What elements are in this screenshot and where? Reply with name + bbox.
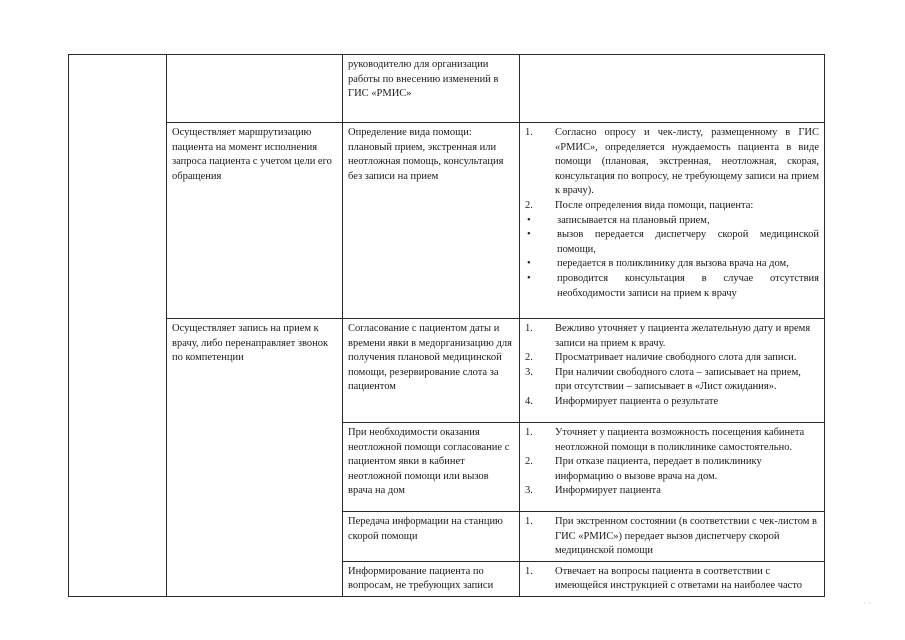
list-item: 1. При экстренном состоянии (в соответствии с чек-листом в ГИС «РМИС») передает вызов диспетчеру скорой медицинской помощи <box>525 516 818 557</box>
table-cell-action: Передача информации на станцию скорой помощи <box>343 512 520 562</box>
table-cell-content <box>520 55 825 123</box>
list-item: 3. Информирует пациента <box>525 485 661 497</box>
list-item: 1. Согласно опросу и чек-листу, размещенному в ГИС «РМИС», определяется нуждаемость пациента в виде помощи (плановая, экстренная, неотложная, скорая, консультация по вопросу, не требующему записи на прием к врачу). <box>525 127 819 197</box>
list-item: • проводится консультация в случае отсутствия необходимости записи на прием к врачу <box>527 272 819 299</box>
table-cell-function: Осуществляет маршрутизацию пациента на момент исполнения запроса пациента с учетом цели его обращения <box>167 123 343 319</box>
list-item: 3. При наличии свободного слота – записывает на прием, при отсутствии – записывает в «Лист ожидания». <box>525 366 801 393</box>
table-cell-blank <box>69 55 167 597</box>
list-item: 2. Просматривает наличие свободного слота для записи. <box>525 352 797 364</box>
table-row <box>69 123 825 319</box>
corner-mark: · · <box>863 599 871 608</box>
procedure-table <box>68 54 825 597</box>
list-item: 4. Информирует пациента о результате <box>525 395 719 407</box>
table-cell-content <box>520 561 825 596</box>
table-cell-content <box>520 319 825 423</box>
table-cell-function: Осуществляет запись на прием к врачу, либо перенаправляет звонок по компетенции <box>167 319 343 597</box>
list-item: 2. При отказе пациента, передает в поликлинику информацию о вызове врача на дом. <box>525 456 762 482</box>
table-cell-action: Согласование с пациентом даты и времени явки в медорганизацию для получения плановой медицинской помощи, резервирование слота за пациентом <box>343 319 520 423</box>
table-cell-function <box>167 55 343 123</box>
table-cell-content <box>520 512 825 562</box>
table-cell-action: руководителю для организации работы по внесению изменений в ГИС «РМИС» <box>343 55 520 123</box>
table-cell-action: При необходимости оказания неотложной помощи согласование с пациентом явки в кабинет неотложной помощи или вызов врача на дом <box>343 423 520 512</box>
table-cell-content <box>520 123 825 319</box>
list-item: • вызов передается диспетчеру скорой медицинской помощи, <box>527 229 819 255</box>
table-cell-content <box>520 423 825 512</box>
table-cell-action: Информирование пациента по вопросам, не требующих записи <box>343 561 520 596</box>
list-item: • записывается на плановый прием, <box>527 214 710 226</box>
list-item: 2. После определения вида помощи, пациента: <box>525 199 754 211</box>
table-row <box>69 319 825 423</box>
table-row <box>69 55 825 123</box>
list-item: 1. Вежливо уточняет у пациента желательную дату и время записи на прием к врачу. <box>525 323 811 349</box>
list-item: 1. Уточняет у пациента возможность посещения кабинета неотложной помощи в поликлинике самостоятельно. <box>525 427 805 453</box>
list-item: 1. Отвечает на вопросы пациента в соответствии с имеющейся инструкцией с ответами на наиболее часто <box>525 565 803 592</box>
table-cell-action: Определение вида помощи: плановый прием, экстренная или неотложная помощь, консультация без записи на прием <box>343 123 520 319</box>
list-item: • передается в поликлинику для вызова врача на дом, <box>527 258 789 270</box>
